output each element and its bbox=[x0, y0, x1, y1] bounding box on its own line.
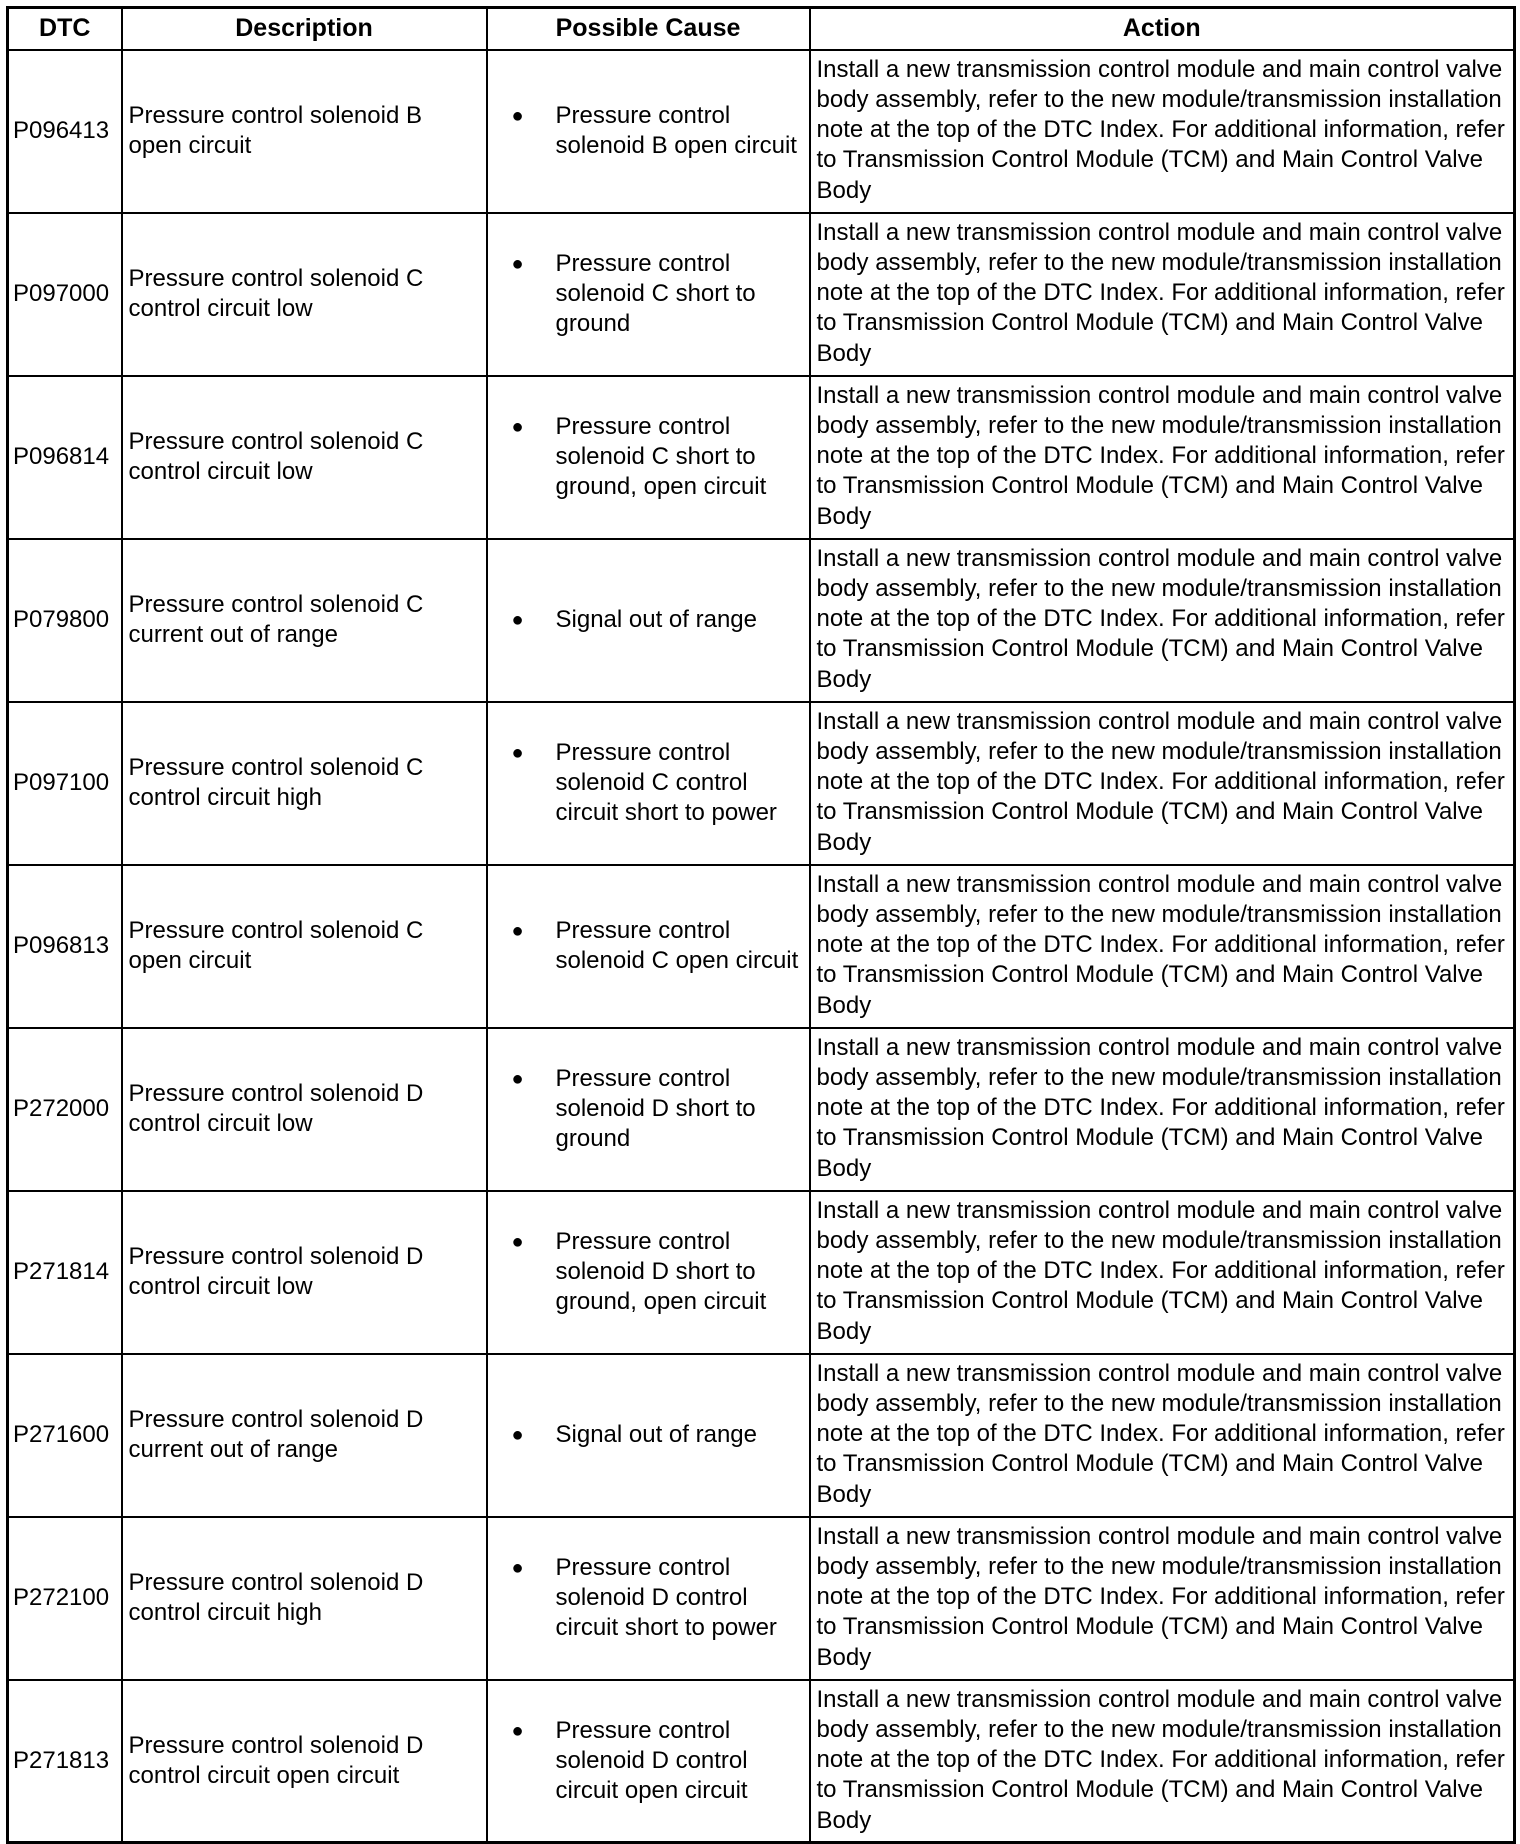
description-cell: Pressure control solenoid D control circuit low bbox=[122, 1191, 487, 1354]
dtc-code: P271813 bbox=[8, 1680, 122, 1843]
dtc-code: P096814 bbox=[8, 376, 122, 539]
cause-text: Pressure control solenoid D control circuit short to power bbox=[555, 1554, 777, 1641]
cause-item bbox=[494, 1716, 803, 1806]
dtc-code: P272000 bbox=[8, 1028, 122, 1191]
possible-cause-cell bbox=[487, 702, 810, 865]
action-cell: Install a new transmission control module and main control valve body assembly, refer to the new module/transmission installation note at the top of the DTC Index. For additional information, refer to Transmission Control Module (TCM) and Main Control Valve Body bbox=[810, 376, 1515, 539]
cause-text: Signal out of range bbox=[555, 1421, 757, 1448]
bullet-icon: ● bbox=[511, 609, 524, 631]
header-description: Description bbox=[122, 8, 487, 50]
bullet-icon: ● bbox=[511, 416, 524, 438]
action-cell: Install a new transmission control module and main control valve body assembly, refer to the new module/transmission installation note at the top of the DTC Index. For additional information, refer to Transmission Control Module (TCM) and Main Control Valve Body bbox=[810, 702, 1515, 865]
cause-item bbox=[494, 916, 803, 976]
action-cell: Install a new transmission control module and main control valve body assembly, refer to the new module/transmission installation note at the top of the DTC Index. For additional information, refer to Transmission Control Module (TCM) and Main Control Valve Body bbox=[810, 1354, 1515, 1517]
action-cell: Install a new transmission control module and main control valve body assembly, refer to the new module/transmission installation note at the top of the DTC Index. For additional information, refer to Transmission Control Module (TCM) and Main Control Valve Body bbox=[810, 1191, 1515, 1354]
description-cell: Pressure control solenoid D current out of range bbox=[122, 1354, 487, 1517]
bullet-icon: ● bbox=[511, 920, 524, 942]
cause-item bbox=[494, 1227, 803, 1317]
possible-cause-cell bbox=[487, 865, 810, 1028]
table-row bbox=[8, 1354, 1515, 1517]
possible-cause-cell bbox=[487, 213, 810, 376]
cause-text: Pressure control solenoid C short to ground, open circuit bbox=[555, 413, 767, 500]
table-row bbox=[8, 1517, 1515, 1680]
action-cell: Install a new transmission control module and main control valve body assembly, refer to the new module/transmission installation note at the top of the DTC Index. For additional information, refer to Transmission Control Module (TCM) and Main Control Valve Body bbox=[810, 539, 1515, 702]
dtc-code: P271814 bbox=[8, 1191, 122, 1354]
bullet-icon: ● bbox=[511, 105, 524, 127]
table-row bbox=[8, 1191, 1515, 1354]
dtc-code: P096813 bbox=[8, 865, 122, 1028]
table-row bbox=[8, 539, 1515, 702]
possible-cause-cell bbox=[487, 376, 810, 539]
cause-text: Pressure control solenoid B open circuit bbox=[555, 102, 797, 159]
bullet-icon: ● bbox=[511, 253, 524, 275]
dtc-table bbox=[6, 6, 1516, 1844]
possible-cause-cell bbox=[487, 1680, 810, 1843]
cause-item bbox=[494, 1064, 803, 1154]
table-row bbox=[8, 865, 1515, 1028]
description-cell: Pressure control solenoid D control circuit low bbox=[122, 1028, 487, 1191]
cause-text: Pressure control solenoid D short to ground bbox=[555, 1065, 756, 1152]
bullet-icon: ● bbox=[511, 1557, 524, 1579]
dtc-code: P097000 bbox=[8, 213, 122, 376]
possible-cause-cell bbox=[487, 50, 810, 213]
dtc-code: P271600 bbox=[8, 1354, 122, 1517]
cause-item bbox=[494, 1553, 803, 1643]
table-row bbox=[8, 213, 1515, 376]
bullet-icon: ● bbox=[511, 742, 524, 764]
description-cell: Pressure control solenoid B open circuit bbox=[122, 50, 487, 213]
bullet-icon: ● bbox=[511, 1231, 524, 1253]
dtc-code: P272100 bbox=[8, 1517, 122, 1680]
cause-text: Pressure control solenoid C control circuit short to power bbox=[555, 739, 777, 826]
action-cell: Install a new transmission control module and main control valve body assembly, refer to the new module/transmission installation note at the top of the DTC Index. For additional information, refer to Transmission Control Module (TCM) and Main Control Valve Body bbox=[810, 213, 1515, 376]
action-cell: Install a new transmission control module and main control valve body assembly, refer to the new module/transmission installation note at the top of the DTC Index. For additional information, refer to Transmission Control Module (TCM) and Main Control Valve Body bbox=[810, 1517, 1515, 1680]
table-row bbox=[8, 1028, 1515, 1191]
description-cell: Pressure control solenoid C control circuit low bbox=[122, 376, 487, 539]
possible-cause-cell bbox=[487, 1517, 810, 1680]
cause-item bbox=[494, 249, 803, 339]
description-cell: Pressure control solenoid C current out of range bbox=[122, 539, 487, 702]
dtc-code: P097100 bbox=[8, 702, 122, 865]
table-body bbox=[8, 50, 1515, 1843]
description-cell: Pressure control solenoid C control circuit low bbox=[122, 213, 487, 376]
cause-text: Pressure control solenoid C short to ground bbox=[555, 250, 756, 337]
description-cell: Pressure control solenoid C control circuit high bbox=[122, 702, 487, 865]
action-cell: Install a new transmission control module and main control valve body assembly, refer to the new module/transmission installation note at the top of the DTC Index. For additional information, refer to Transmission Control Module (TCM) and Main Control Valve Body bbox=[810, 1680, 1515, 1843]
possible-cause-cell bbox=[487, 539, 810, 702]
header-action: Action bbox=[810, 8, 1515, 50]
action-cell: Install a new transmission control module and main control valve body assembly, refer to the new module/transmission installation note at the top of the DTC Index. For additional information, refer to Transmission Control Module (TCM) and Main Control Valve Body bbox=[810, 50, 1515, 213]
cause-text: Pressure control solenoid D control circuit open circuit bbox=[555, 1716, 748, 1804]
cause-item bbox=[494, 412, 803, 502]
header-dtc: DTC bbox=[8, 8, 122, 50]
cause-item bbox=[494, 605, 803, 635]
possible-cause-cell bbox=[487, 1191, 810, 1354]
dtc-code: P079800 bbox=[8, 539, 122, 702]
dtc-code: P096413 bbox=[8, 50, 122, 213]
description-cell: Pressure control solenoid C open circuit bbox=[122, 865, 487, 1028]
cause-text: Pressure control solenoid D short to ground, open circuit bbox=[555, 1228, 767, 1315]
table-row bbox=[8, 50, 1515, 213]
possible-cause-cell bbox=[487, 1354, 810, 1517]
cause-text: Pressure control solenoid C open circuit bbox=[555, 917, 799, 974]
cause-item bbox=[494, 1420, 803, 1450]
action-cell: Install a new transmission control module and main control valve body assembly, refer to the new module/transmission installation note at the top of the DTC Index. For additional information, refer to Transmission Control Module (TCM) and Main Control Valve Body bbox=[810, 1028, 1515, 1191]
header-possible-cause: Possible Cause bbox=[487, 8, 810, 50]
table-row bbox=[8, 702, 1515, 865]
description-cell: Pressure control solenoid D control circuit high bbox=[122, 1517, 487, 1680]
cause-text: Signal out of range bbox=[555, 606, 757, 633]
possible-cause-cell bbox=[487, 1028, 810, 1191]
cause-item bbox=[494, 738, 803, 828]
bullet-icon: ● bbox=[511, 1068, 524, 1090]
bullet-icon: ● bbox=[511, 1719, 524, 1742]
table-header-row bbox=[8, 8, 1515, 50]
cause-item bbox=[494, 101, 803, 161]
table-row bbox=[8, 376, 1515, 539]
description-cell: Pressure control solenoid D control circuit open circuit bbox=[122, 1680, 487, 1843]
bullet-icon: ● bbox=[511, 1424, 524, 1446]
action-cell: Install a new transmission control module and main control valve body assembly, refer to the new module/transmission installation note at the top of the DTC Index. For additional information, refer to Transmission Control Module (TCM) and Main Control Valve Body bbox=[810, 865, 1515, 1028]
table-row bbox=[8, 1680, 1515, 1843]
